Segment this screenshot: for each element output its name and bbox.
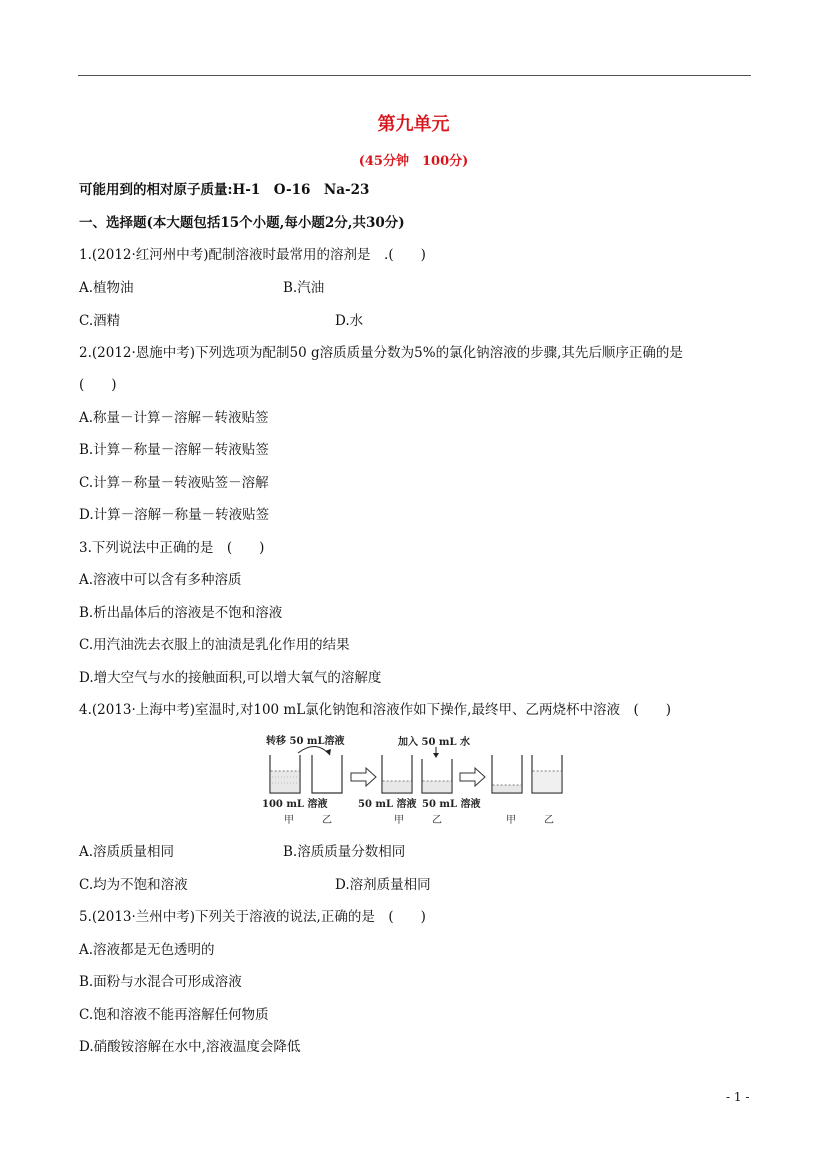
question-2-option-c: C.计算－称量－转液贴签－溶解 <box>79 475 269 491</box>
transfer-arrowhead <box>325 749 331 755</box>
label-yi-1: 乙 <box>322 815 332 826</box>
add-water-label: 加入 50 mL 水 <box>398 737 470 748</box>
question-5-option-b: B.面粉与水混合可形成溶液 <box>79 974 242 990</box>
question-1-stem: 1.(2012·红河州中考)配制溶液时最常用的溶剂是 .( ) <box>79 247 426 263</box>
label-jia-3: 甲 <box>506 815 516 826</box>
header-rule <box>78 75 751 76</box>
question-5-option-a: A.溶液都是无色透明的 <box>79 942 215 958</box>
add-water-arrowhead <box>433 753 439 758</box>
atomic-masses: 可能用到的相对原子质量:H-1 O-16 Na-23 <box>79 182 370 198</box>
question-4-options-row-1 <box>79 843 406 861</box>
question-3-option-c: C.用汽油洗去衣服上的油渍是乳化作用的结果 <box>79 637 350 653</box>
beaker-stage3-jia <box>492 755 522 793</box>
question-3-stem: 3.下列说法中正确的是 ( ) <box>79 540 265 556</box>
step-arrow-2 <box>460 768 485 786</box>
page-number: - 1 - <box>726 1090 750 1104</box>
beaker-figure <box>258 733 568 829</box>
label-jia-2: 甲 <box>394 815 404 826</box>
question-3-option-d: D.增大空气与水的接触面积,可以增大氧气的溶解度 <box>79 670 382 686</box>
volume-label-50b: 50 mL 溶液 <box>422 799 481 810</box>
section-heading: 一、选择题(本大题包括15个小题,每小题2分,共30分) <box>79 215 405 231</box>
question-4-stem: 4.(2013·上海中考)室温时,对100 mL氯化钠饱和溶液作如下操作,最终甲、乙两烧杯中溶液 ( ) <box>79 702 672 718</box>
label-yi-2: 乙 <box>432 815 442 826</box>
question-1-option-b: B.汽油 <box>283 280 325 296</box>
question-3-option-a: A.溶液中可以含有多种溶质 <box>79 572 242 588</box>
question-4-option-c: C.均为不饱和溶液 <box>79 877 188 893</box>
transfer-label: 转移 50 mL溶液 <box>266 736 345 747</box>
question-2-option-d: D.计算－溶解－称量－转液贴签 <box>79 507 270 523</box>
question-1-option-d: D.水 <box>335 313 364 329</box>
volume-label-50a: 50 mL 溶液 <box>358 799 417 810</box>
question-5-stem: 5.(2013·兰州中考)下列关于溶液的说法,正确的是 ( ) <box>79 909 426 925</box>
transfer-arrow <box>298 746 330 755</box>
question-3-option-b: B.析出晶体后的溶液是不饱和溶液 <box>79 605 283 621</box>
label-jia-1: 甲 <box>284 815 294 826</box>
question-1-options-row-1 <box>79 279 325 297</box>
page-title: 第九单元 <box>377 114 450 135</box>
question-4-options-row-2 <box>79 876 431 894</box>
question-4-option-a: A.溶质质量相同 <box>79 844 175 860</box>
label-yi-3: 乙 <box>544 815 554 826</box>
page-subtitle: (45分钟 100分) <box>358 154 469 169</box>
beaker-stage2-jia <box>382 755 412 793</box>
beaker-stage1-jia <box>270 755 300 793</box>
beaker-diagram <box>258 733 568 829</box>
question-1-option-a: A.植物油 <box>79 280 134 296</box>
question-1-option-c: C.酒精 <box>79 313 121 329</box>
volume-label-100: 100 mL 溶液 <box>262 799 328 810</box>
beaker-stage3-yi <box>532 755 562 793</box>
question-2-option-b: B.计算－称量－溶解－转液贴签 <box>79 442 269 458</box>
question-5-option-c: C.饱和溶液不能再溶解任何物质 <box>79 1007 269 1023</box>
step-arrow-1 <box>351 768 376 786</box>
question-4-option-b: B.溶质质量分数相同 <box>283 844 406 860</box>
beaker-stage1-yi <box>312 755 342 793</box>
question-2-option-a: A.称量－计算－溶解－转液贴签 <box>79 410 269 426</box>
question-4-option-d: D.溶剂质量相同 <box>335 877 431 893</box>
question-2-stem: 2.(2012·恩施中考)下列选项为配制50 g溶质质量分数为5%的氯化钠溶液的步骤,其先后顺序正确的是 <box>79 345 683 361</box>
beaker-stage2-yi <box>422 759 452 793</box>
question-1-options-row-2 <box>79 312 364 330</box>
question-2-stem-cont: ( ) <box>79 377 117 393</box>
question-5-option-d: D.硝酸铵溶解在水中,溶液温度会降低 <box>79 1039 301 1055</box>
